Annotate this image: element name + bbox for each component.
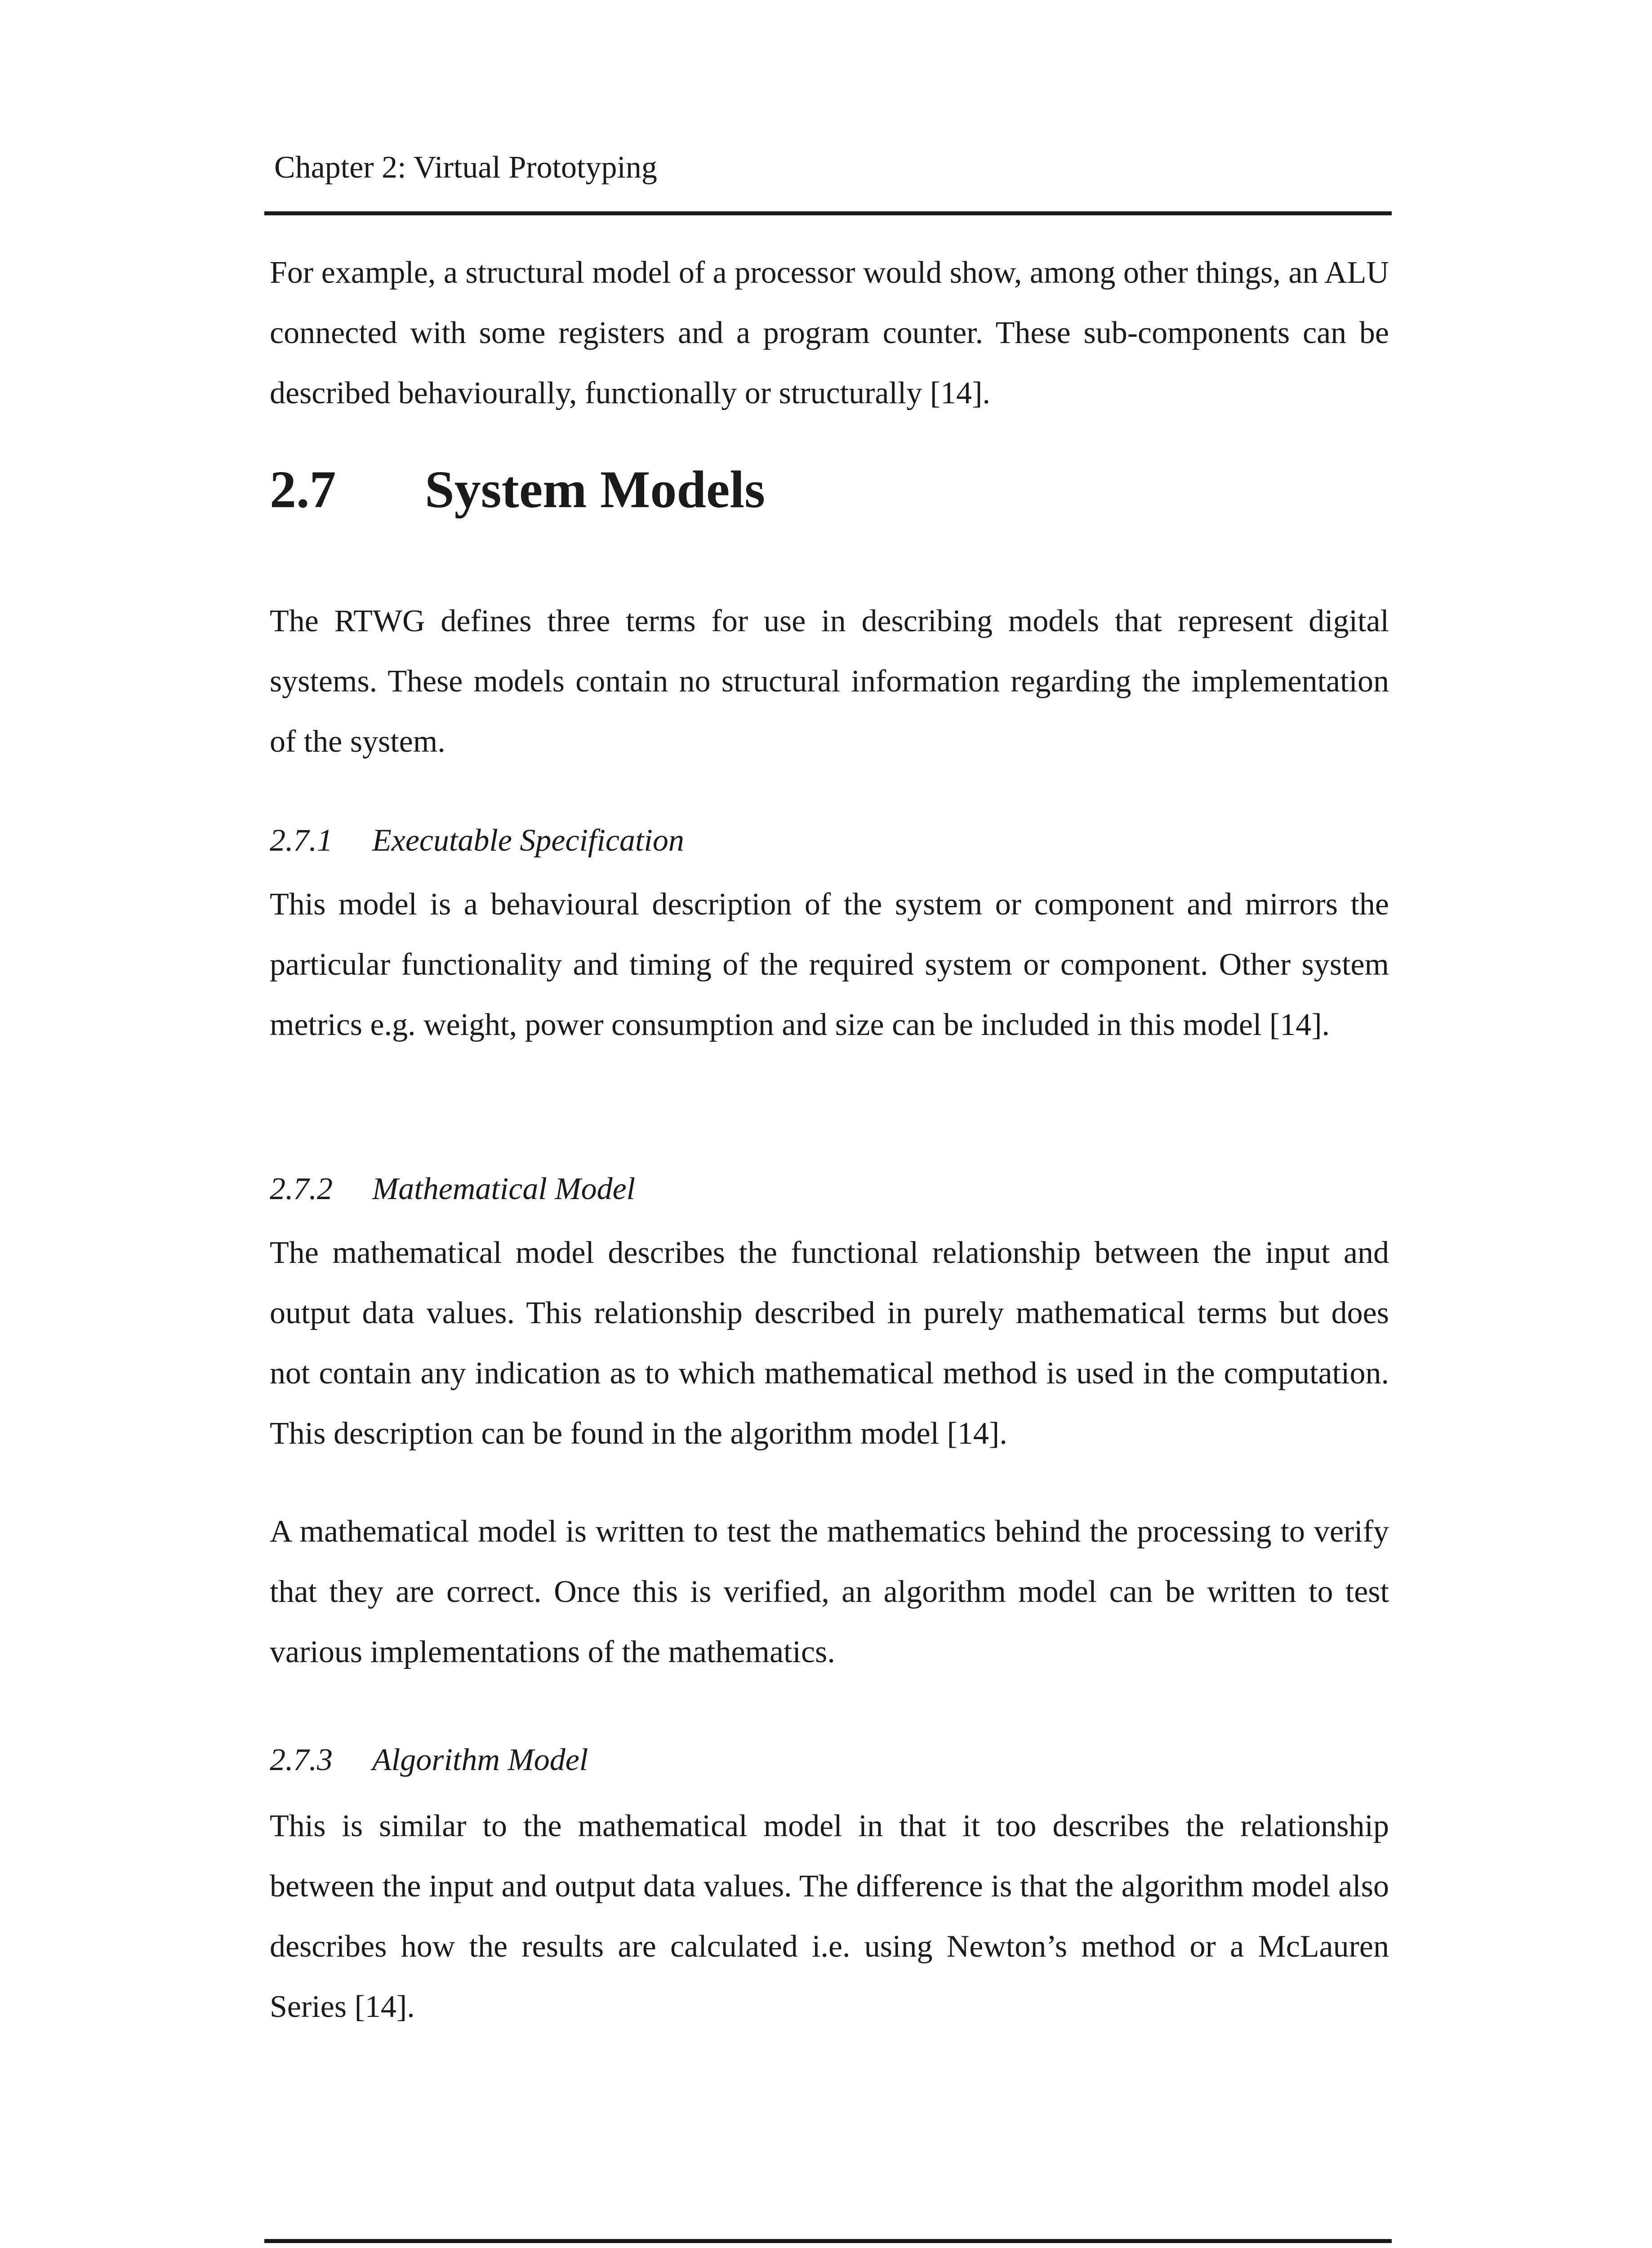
subsection-number: 2.7.2 [270,1172,333,1206]
section-number: 2.7 [270,460,336,519]
section-title: System Models [425,460,766,519]
subsection-number: 2.7.1 [270,823,333,858]
section-heading [270,460,766,519]
subsection-heading [270,825,684,856]
subsection-title: Executable Specification [372,823,684,858]
running-header: Chapter 2: Virtual Prototyping [274,150,657,185]
body-paragraph: This is similar to the mathematical model in that it too describes the relationship between the input and output data values. The difference is that the algorithm model also describes how the results are calculated i.e. using Newton’s method or a McLauren Series [14]. [270,1809,1389,2024]
body-paragraph: This model is a behavioural description of the system or component and mirrors the particular functionality and timing of the required system or component. Other system metrics e.g. weight, power consumption and size can be included in this model [14]. [270,887,1389,1042]
footer-rule [264,2239,1392,2243]
subsection-number: 2.7.3 [270,1743,333,1777]
body-paragraph: A mathematical model is written to test the mathematics behind the processing to verify that they are correct. Once this is verified, an algorithm model can be written to test various implementations of the mathematics. [270,1514,1389,1669]
body-paragraph: The mathematical model describes the functional relationship between the input and output data values. This relationship described in purely mathematical terms but does not contain any indication as to which mathematical method is used in the computation. This description can be found in the algorithm model [14]. [270,1236,1389,1451]
subsection-title: Algorithm Model [372,1743,588,1777]
subsection-heading [270,1173,635,1205]
section-intro-paragraph: The RTWG defines three terms for use in describing models that represent digital systems. These models contain no structural information regarding the implementation of the system. [270,604,1389,759]
intro-paragraph: For example, a structural model of a processor would show, among other things, an ALU connected with some registers and a program counter. These sub-components can be described behaviourally, functionally or structurally [14]. [270,255,1389,410]
header-rule [264,211,1392,215]
subsection-title: Mathematical Model [372,1172,636,1206]
subsection-heading [270,1744,588,1776]
